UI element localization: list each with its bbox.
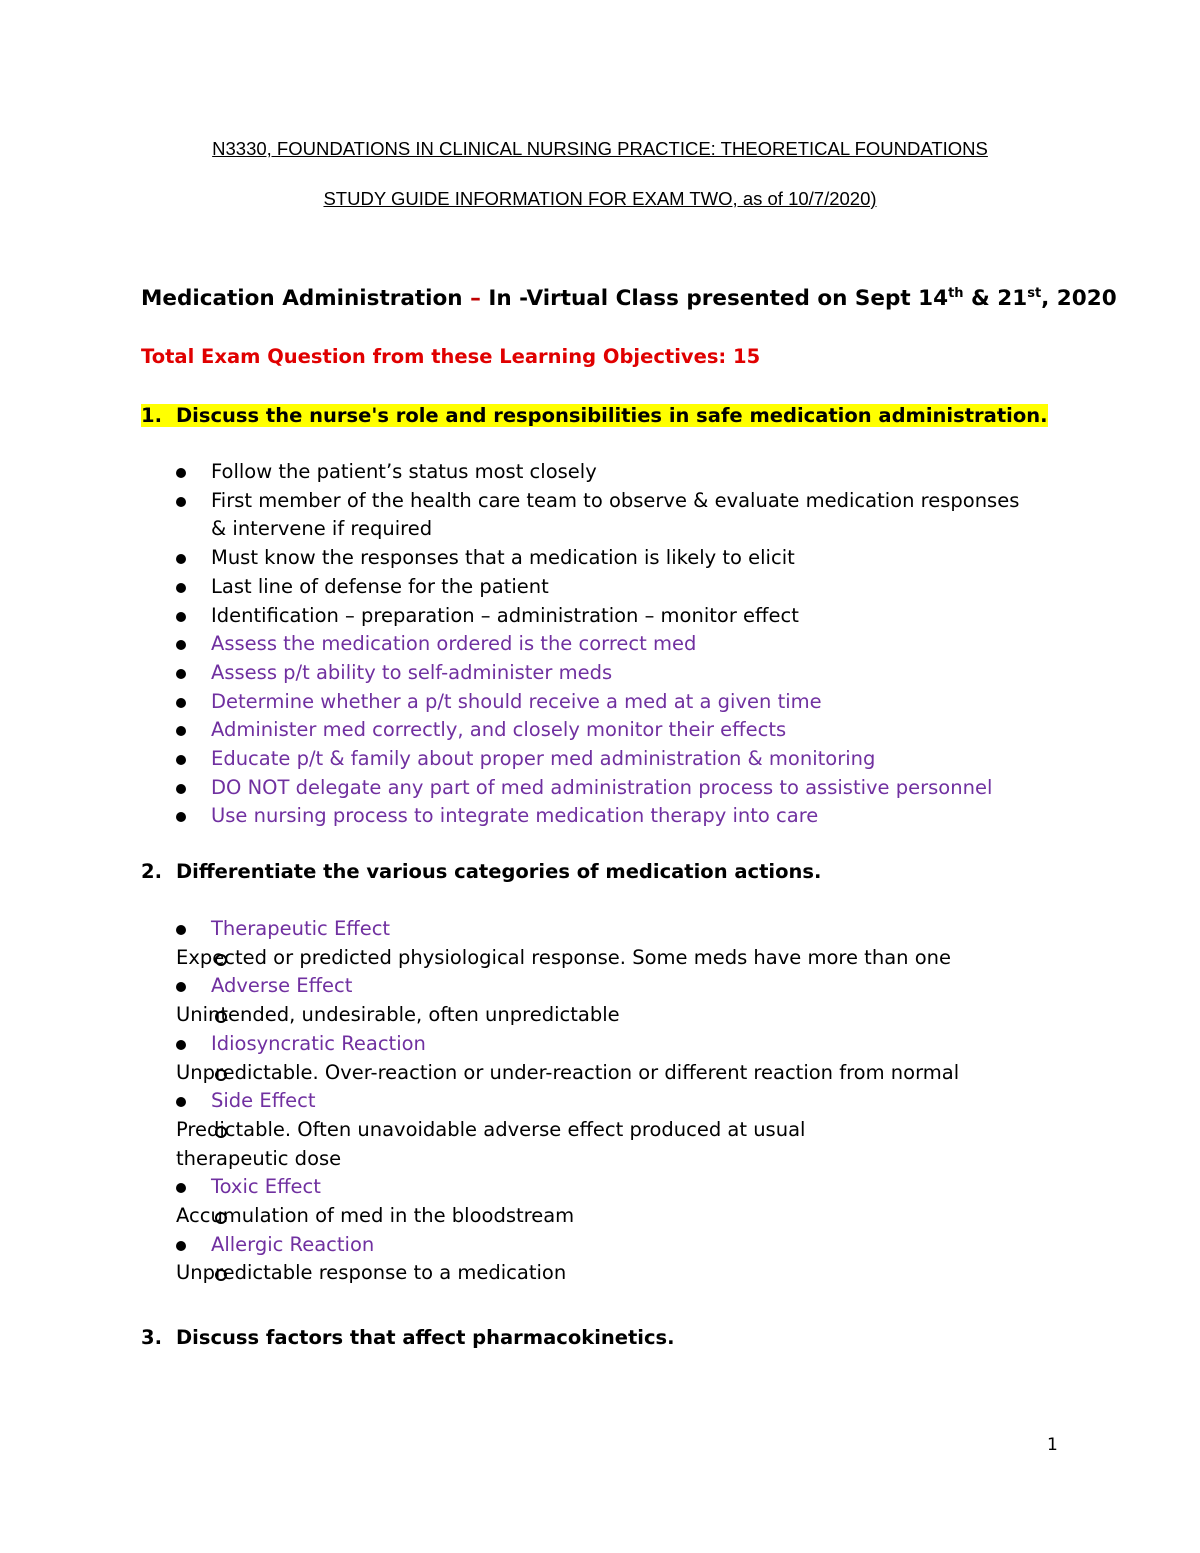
bullet-icon [176, 755, 186, 765]
objective-1-heading: 1. Discuss the nurse's role and responsibilities in safe medication administration. [141, 404, 1048, 427]
total-exam-questions: Total Exam Question from these Learning Objectives: 15 [141, 345, 761, 368]
circle-bullet-icon [215, 1126, 227, 1138]
list-item: Follow the patient’s status most closely [176, 458, 1036, 487]
circle-bullet-icon [215, 954, 227, 966]
bullet-icon [176, 583, 186, 593]
list-item: Assess the medication ordered is the correct med [176, 630, 1036, 659]
list-item: Side Effect [176, 1087, 1076, 1116]
bullet-icon [176, 784, 186, 794]
list-item: Adverse Effect [176, 972, 1076, 1001]
bullet-icon [176, 1183, 186, 1193]
bullet-icon [176, 1097, 186, 1107]
bullet-icon [176, 640, 186, 650]
sub-list-item: Unpredictable response to a medication [176, 1261, 567, 1285]
list-item: Administer med correctly, and closely monitor their effects [176, 716, 1036, 745]
bullet-icon [176, 982, 186, 992]
circle-bullet-icon [215, 1069, 227, 1081]
list-item: Idiosyncratic Reaction [176, 1030, 1076, 1059]
section-title: Medication Administration – In -Virtual Class presented on Sept 14th & 21st, 2020 [141, 285, 1117, 311]
bullet-icon [176, 669, 186, 679]
list-item: Therapeutic Effect [176, 915, 1076, 944]
course-title: N3330, FOUNDATIONS IN CLINICAL NURSING PRACTICE: THEORETICAL FOUNDATIONS [212, 138, 988, 159]
bullet-icon [176, 812, 186, 822]
list-item: Assess p/t ability to self-administer meds [176, 659, 1036, 688]
sub-list-item: Unpredictable. Over-reaction or under-reaction or different reaction from normal [176, 1060, 960, 1084]
objective-2-heading: 2. Differentiate the various categories of medication actions. [141, 860, 822, 883]
bullet-icon [176, 1241, 186, 1251]
bullet-icon [176, 468, 186, 478]
list-item: Must know the responses that a medication is likely to elicit [176, 544, 1036, 573]
bullet-icon [176, 612, 186, 622]
study-guide-title: STUDY GUIDE INFORMATION FOR EXAM TWO, as of 10/7/2020) [323, 188, 877, 209]
list-item: Identification – preparation – administration – monitor effect [176, 602, 1036, 631]
bullet-icon [176, 698, 186, 708]
objective-1-list [176, 458, 1036, 831]
list-item: Use nursing process to integrate medication therapy into care [176, 802, 1036, 831]
bullet-icon [176, 554, 186, 564]
list-item: Last line of defense for the patient [176, 573, 1036, 602]
objective-2-list [176, 915, 1076, 1288]
sub-list-item: Unintended, undesirable, often unpredictable [176, 1003, 620, 1027]
list-item: First member of the health care team to observe & evaluate medication responses & intervene if required [176, 487, 1036, 544]
list-item: Educate p/t & family about proper med administration & monitoring [176, 745, 1036, 774]
bullet-icon [176, 726, 186, 736]
page-number: 1 [1047, 1435, 1058, 1455]
list-item: Determine whether a p/t should receive a med at a given time [176, 688, 1036, 717]
sub-list-item: Accumulation of med in the bloodstream [176, 1204, 575, 1228]
sub-list-item: Expected or predicted physiological response. Some meds have more than one [176, 945, 951, 969]
list-item: Allergic Reaction [176, 1231, 1076, 1260]
bullet-icon [176, 497, 186, 507]
bullet-icon [176, 1040, 186, 1050]
circle-bullet-icon [215, 1212, 227, 1224]
circle-bullet-icon [215, 1011, 227, 1023]
list-item: DO NOT delegate any part of med administration process to assistive personnel [176, 774, 1036, 803]
bullet-icon [176, 925, 186, 935]
sub-list-item: Predictable. Often unavoidable adverse effect produced at usual therapeutic dose [176, 1117, 806, 1170]
objective-3-heading: 3. Discuss factors that affect pharmacokinetics. [141, 1326, 675, 1349]
list-item: Toxic Effect [176, 1173, 1076, 1202]
